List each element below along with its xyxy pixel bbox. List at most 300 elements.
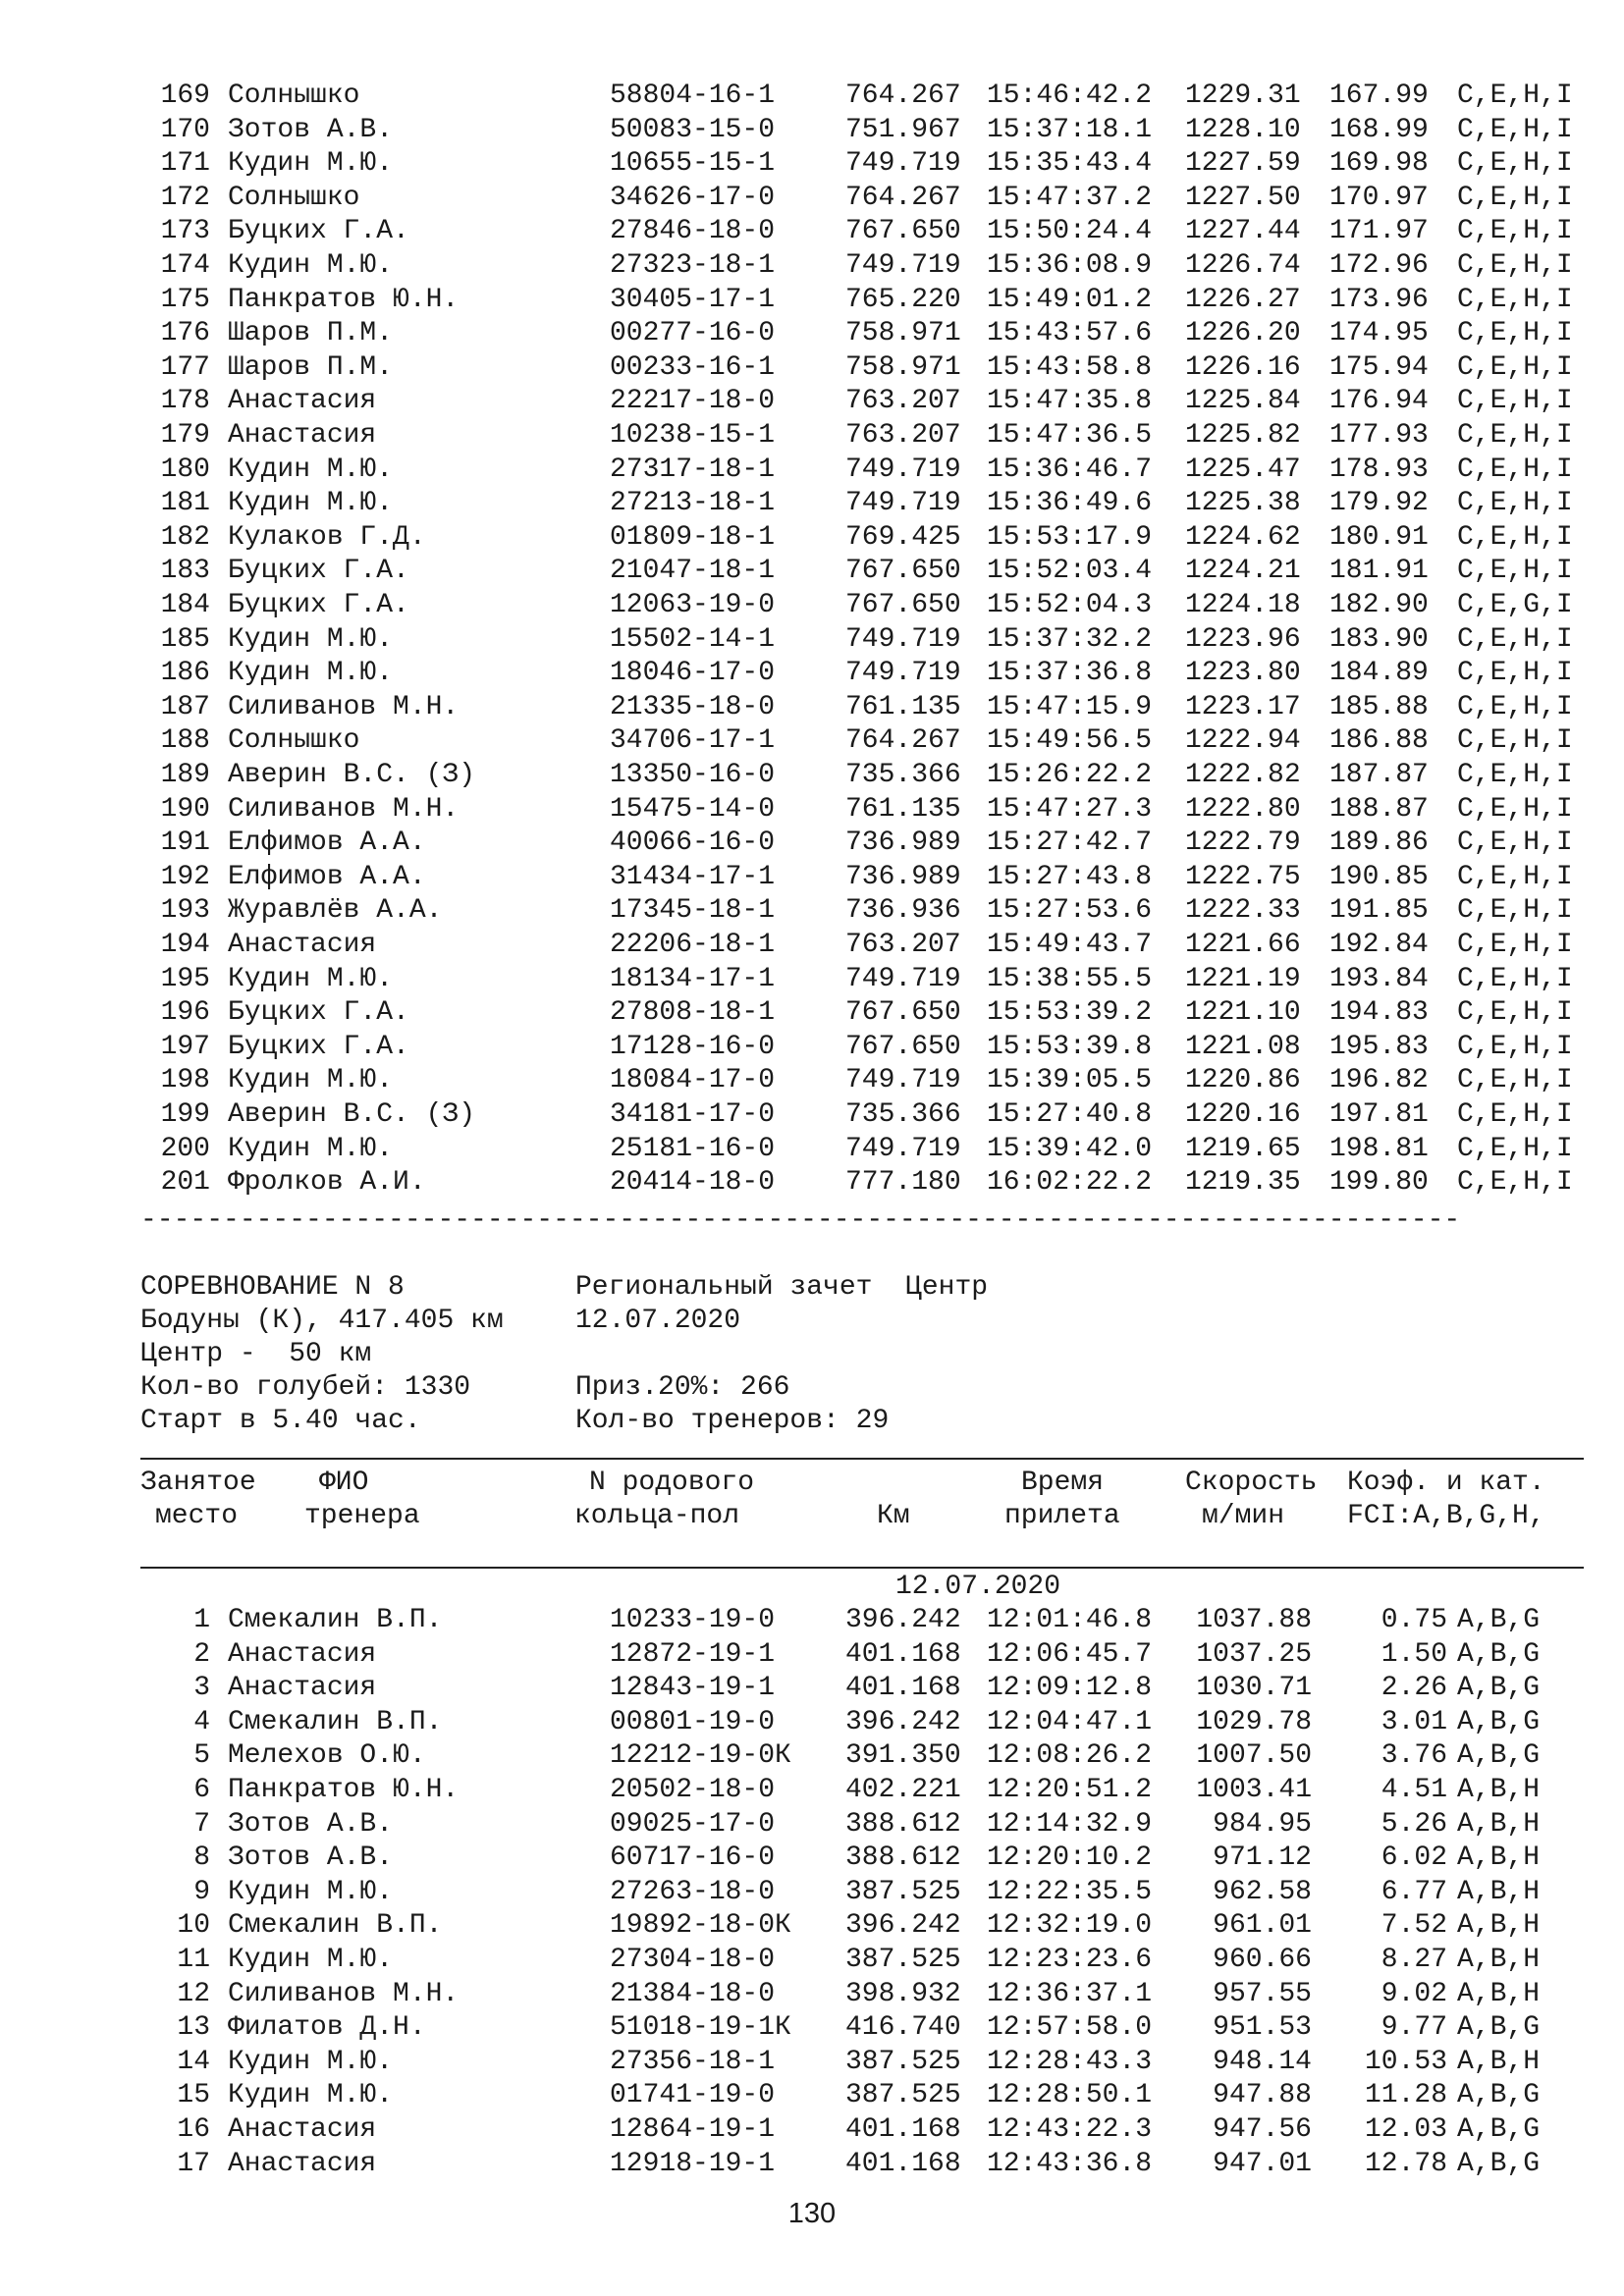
cell-place: 191 xyxy=(160,828,210,859)
cell-speed: 1223.17 xyxy=(1185,691,1301,722)
cell-place: 182 xyxy=(160,521,210,553)
cell-time: 15:39:42.0 xyxy=(987,1133,1153,1164)
cell-name: Зотов А.В. xyxy=(228,1842,394,1874)
cell-cat: C,E,H,I xyxy=(1457,1133,1573,1164)
cell-coef: 172.96 xyxy=(1329,250,1429,281)
cell-place: 192 xyxy=(160,861,210,892)
header-km: Км xyxy=(877,1501,910,1531)
cell-coef: 182.90 xyxy=(1329,590,1429,620)
cell-coef: 184.89 xyxy=(1329,658,1429,689)
cell-ring: 34181-17-0 xyxy=(610,1099,776,1130)
cell-place: 185 xyxy=(160,623,210,655)
cell-coef: 186.88 xyxy=(1329,725,1429,757)
cell-ring: 10238-15-1 xyxy=(610,420,776,451)
cell-ring: 12918-19-1 xyxy=(610,2148,776,2179)
cell-name: Аверин В.С. (З) xyxy=(228,1099,476,1130)
cell-coef: 9.77 xyxy=(1380,2012,1447,2044)
cell-speed: 1225.82 xyxy=(1185,420,1301,451)
cell-km: 763.207 xyxy=(845,930,961,960)
cell-coef: 185.88 xyxy=(1329,691,1429,722)
cell-time: 15:27:42.7 xyxy=(987,828,1153,859)
cell-place: 175 xyxy=(160,284,210,315)
cell-speed: 1225.47 xyxy=(1185,454,1301,485)
cell-km: 736.989 xyxy=(845,861,961,892)
cell-speed: 960.66 xyxy=(1213,1945,1312,1975)
cell-place: 12 xyxy=(177,1978,210,2009)
cell-km: 758.971 xyxy=(845,351,961,383)
cell-ring: 58804-16-1 xyxy=(610,80,776,111)
cell-place: 172 xyxy=(160,182,210,213)
cell-coef: 3.76 xyxy=(1380,1740,1447,1772)
cell-cat: C,E,H,I xyxy=(1457,725,1573,757)
cell-coef: 168.99 xyxy=(1329,114,1429,145)
release-location: Бодуны (К), 417.405 км xyxy=(140,1306,504,1336)
cell-km: 401.168 xyxy=(845,1638,961,1670)
cell-speed: 1228.10 xyxy=(1185,114,1301,145)
cell-speed: 948.14 xyxy=(1213,2046,1312,2077)
cell-name: Елфимов А.А. xyxy=(228,828,426,859)
cell-coef: 191.85 xyxy=(1329,895,1429,927)
cell-cat: A,B,G xyxy=(1457,1638,1541,1670)
cell-speed: 1220.86 xyxy=(1185,1065,1301,1096)
cell-coef: 12.78 xyxy=(1364,2148,1447,2179)
cell-time: 15:49:01.2 xyxy=(987,284,1153,315)
cell-km: 735.366 xyxy=(845,1099,961,1130)
cell-coef: 176.94 xyxy=(1329,386,1429,417)
cell-coef: 189.86 xyxy=(1329,828,1429,859)
cell-name: Елфимов А.А. xyxy=(228,861,426,892)
cell-cat: A,B,H xyxy=(1457,1775,1541,1805)
cell-coef: 10.53 xyxy=(1364,2046,1447,2077)
cell-ring: 22206-18-1 xyxy=(610,930,776,960)
cell-km: 749.719 xyxy=(845,488,961,519)
header-speed-2: м/мин xyxy=(1202,1501,1285,1531)
cell-cat: A,B,H xyxy=(1457,1910,1541,1942)
cell-speed: 1222.82 xyxy=(1185,760,1301,790)
cell-ring: 17128-16-0 xyxy=(610,1031,776,1062)
cell-coef: 198.81 xyxy=(1329,1133,1429,1164)
cell-cat: C,E,H,I xyxy=(1457,351,1573,383)
cell-ring: 21335-18-0 xyxy=(610,691,776,722)
cell-cat: A,B,H xyxy=(1457,1978,1541,2009)
cell-cat: C,E,H,I xyxy=(1457,521,1573,553)
cell-time: 12:09:12.8 xyxy=(987,1673,1153,1704)
cell-coef: 167.99 xyxy=(1329,80,1429,111)
cell-km: 769.425 xyxy=(845,521,961,553)
cell-place: 188 xyxy=(160,725,210,757)
cell-cat: C,E,H,I xyxy=(1457,386,1573,417)
cell-time: 15:53:39.8 xyxy=(987,1031,1153,1062)
cell-cat: C,E,H,I xyxy=(1457,930,1573,960)
cell-place: 178 xyxy=(160,386,210,417)
cell-coef: 183.90 xyxy=(1329,623,1429,655)
cell-time: 15:35:43.4 xyxy=(987,148,1153,180)
cell-ring: 12872-19-1 xyxy=(610,1638,776,1670)
cell-name: Солнышко xyxy=(228,182,360,213)
table-header-top-rule xyxy=(140,1458,1584,1460)
cell-name: Шаров П.М. xyxy=(228,351,394,383)
cell-cat: A,B,G xyxy=(1457,1605,1541,1635)
cell-time: 12:14:32.9 xyxy=(987,1808,1153,1840)
cell-km: 388.612 xyxy=(845,1842,961,1874)
cell-speed: 962.58 xyxy=(1213,1876,1312,1907)
cell-ring: 27323-18-1 xyxy=(610,250,776,281)
cell-ring: 12063-19-0 xyxy=(610,590,776,620)
cell-time: 12:43:22.3 xyxy=(987,2114,1153,2145)
cell-coef: 169.98 xyxy=(1329,148,1429,180)
cell-coef: 6.77 xyxy=(1380,1876,1447,1907)
cell-coef: 199.80 xyxy=(1329,1167,1429,1199)
cell-coef: 181.91 xyxy=(1329,556,1429,587)
cell-km: 398.932 xyxy=(845,1978,961,2009)
cell-time: 15:36:46.7 xyxy=(987,454,1153,485)
cell-name: Смекалин В.П. xyxy=(228,1706,443,1737)
cell-time: 12:20:10.2 xyxy=(987,1842,1153,1874)
cell-coef: 177.93 xyxy=(1329,420,1429,451)
cell-cat: C,E,H,I xyxy=(1457,793,1573,825)
cell-place: 6 xyxy=(193,1775,210,1805)
cell-cat: C,E,H,I xyxy=(1457,861,1573,892)
cell-place: 173 xyxy=(160,216,210,247)
cell-time: 15:37:36.8 xyxy=(987,658,1153,689)
cell-ring: 27317-18-1 xyxy=(610,454,776,485)
cell-coef: 173.96 xyxy=(1329,284,1429,315)
cell-name: Буцких Г.А. xyxy=(228,216,409,247)
cell-ring: 10233-19-0 xyxy=(610,1605,776,1635)
cell-coef: 179.92 xyxy=(1329,488,1429,519)
section-separator: -------------------------------------------------------------------------------- xyxy=(140,1205,1461,1236)
cell-speed: 1227.59 xyxy=(1185,148,1301,180)
cell-cat: A,B,G xyxy=(1457,1673,1541,1704)
cell-km: 765.220 xyxy=(845,284,961,315)
cell-cat: C,E,H,I xyxy=(1457,691,1573,722)
cell-cat: A,B,G xyxy=(1457,2080,1541,2111)
cell-place: 183 xyxy=(160,556,210,587)
cell-speed: 1221.08 xyxy=(1185,1031,1301,1062)
cell-cat: A,B,G xyxy=(1457,2148,1541,2179)
cell-cat: C,E,H,I xyxy=(1457,420,1573,451)
cell-coef: 178.93 xyxy=(1329,454,1429,485)
cell-place: 10 xyxy=(177,1910,210,1942)
cell-coef: 175.94 xyxy=(1329,351,1429,383)
cell-speed: 1226.16 xyxy=(1185,351,1301,383)
header-coef-2: FCI:A,B,G,H, xyxy=(1347,1501,1545,1531)
cell-cat: C,E,H,I xyxy=(1457,1031,1573,1062)
cell-speed: 951.53 xyxy=(1213,2012,1312,2044)
cell-km: 388.612 xyxy=(845,1808,961,1840)
cell-km: 387.525 xyxy=(845,2046,961,2077)
cell-place: 174 xyxy=(160,250,210,281)
cell-cat: A,B,G xyxy=(1457,1706,1541,1737)
cell-time: 15:43:58.8 xyxy=(987,351,1153,383)
cell-cat: C,E,H,I xyxy=(1457,828,1573,859)
cell-coef: 0.75 xyxy=(1380,1605,1447,1635)
cell-time: 15:26:22.2 xyxy=(987,760,1153,790)
cell-speed: 1221.66 xyxy=(1185,930,1301,960)
cell-coef: 7.52 xyxy=(1380,1910,1447,1942)
cell-name: Анастасия xyxy=(228,1638,377,1670)
header-coef-1: Коэф. и кат. xyxy=(1347,1468,1545,1498)
header-speed-1: Скорость xyxy=(1185,1468,1318,1498)
cell-coef: 6.02 xyxy=(1380,1842,1447,1874)
cell-time: 15:49:56.5 xyxy=(987,725,1153,757)
cell-time: 15:27:43.8 xyxy=(987,861,1153,892)
cell-speed: 1029.78 xyxy=(1196,1706,1312,1737)
cell-ring: 13350-16-0 xyxy=(610,760,776,790)
bird-count: Кол-во голубей: 1330 xyxy=(140,1372,471,1403)
cell-place: 15 xyxy=(177,2080,210,2111)
cell-place: 17 xyxy=(177,2148,210,2179)
cell-time: 12:08:26.2 xyxy=(987,1740,1153,1772)
cell-name: Панкратов Ю.Н. xyxy=(228,284,460,315)
cell-time: 15:37:18.1 xyxy=(987,114,1153,145)
cell-cat: C,E,H,I xyxy=(1457,997,1573,1029)
cell-place: 195 xyxy=(160,963,210,994)
cell-ring: 18134-17-1 xyxy=(610,963,776,994)
cell-km: 749.719 xyxy=(845,623,961,655)
cell-km: 749.719 xyxy=(845,658,961,689)
competition-title: СОРЕВНОВАНИЕ N 8 xyxy=(140,1272,405,1303)
cell-speed: 1219.35 xyxy=(1185,1167,1301,1199)
cell-cat: A,B,H xyxy=(1457,1945,1541,1975)
cell-time: 12:32:19.0 xyxy=(987,1910,1153,1942)
cell-km: 761.135 xyxy=(845,691,961,722)
header-ring-1: N родового xyxy=(589,1468,755,1498)
cell-speed: 957.55 xyxy=(1213,1978,1312,2009)
cell-place: 194 xyxy=(160,930,210,960)
cell-ring: 31434-17-1 xyxy=(610,861,776,892)
cell-speed: 947.56 xyxy=(1213,2114,1312,2145)
cell-place: 4 xyxy=(193,1706,210,1737)
cell-time: 12:57:58.0 xyxy=(987,2012,1153,2044)
cell-speed: 1037.88 xyxy=(1196,1605,1312,1635)
cell-name: Кудин М.Ю. xyxy=(228,1133,394,1164)
cell-km: 749.719 xyxy=(845,963,961,994)
cell-km: 767.650 xyxy=(845,997,961,1029)
cell-time: 12:36:37.1 xyxy=(987,1978,1153,2009)
cell-coef: 196.82 xyxy=(1329,1065,1429,1096)
cell-ring: 27213-18-1 xyxy=(610,488,776,519)
cell-place: 8 xyxy=(193,1842,210,1874)
cell-ring: 20414-18-0 xyxy=(610,1167,776,1199)
cell-cat: C,E,H,I xyxy=(1457,488,1573,519)
cell-name: Зотов А.В. xyxy=(228,114,394,145)
cell-place: 2 xyxy=(193,1638,210,1670)
header-time-1: Время xyxy=(1021,1468,1105,1498)
cell-place: 184 xyxy=(160,590,210,620)
header-time-2: прилета xyxy=(1004,1501,1120,1531)
cell-coef: 187.87 xyxy=(1329,760,1429,790)
cell-name: Кудин М.Ю. xyxy=(228,250,394,281)
cell-cat: A,B,H xyxy=(1457,1842,1541,1874)
cell-speed: 1222.33 xyxy=(1185,895,1301,927)
cell-speed: 1222.94 xyxy=(1185,725,1301,757)
trainer-count: Кол-во тренеров: 29 xyxy=(575,1406,890,1436)
cell-place: 14 xyxy=(177,2046,210,2077)
cell-name: Кудин М.Ю. xyxy=(228,963,394,994)
cell-speed: 1225.84 xyxy=(1185,386,1301,417)
cell-place: 171 xyxy=(160,148,210,180)
cell-ring: 40066-16-0 xyxy=(610,828,776,859)
cell-coef: 171.97 xyxy=(1329,216,1429,247)
cell-time: 15:53:39.2 xyxy=(987,997,1153,1029)
cell-name: Аверин В.С. (З) xyxy=(228,760,476,790)
cell-ring: 18084-17-0 xyxy=(610,1065,776,1096)
cell-coef: 174.95 xyxy=(1329,318,1429,349)
cell-cat: A,B,H xyxy=(1457,1808,1541,1840)
cell-place: 180 xyxy=(160,454,210,485)
cell-place: 193 xyxy=(160,895,210,927)
cell-km: 749.719 xyxy=(845,1133,961,1164)
cell-ring: 12864-19-1 xyxy=(610,2114,776,2145)
cell-time: 15:52:04.3 xyxy=(987,590,1153,620)
cell-coef: 5.26 xyxy=(1380,1808,1447,1840)
cell-place: 177 xyxy=(160,351,210,383)
cell-speed: 1224.62 xyxy=(1185,521,1301,553)
cell-time: 15:47:35.8 xyxy=(987,386,1153,417)
cell-cat: C,E,G,I xyxy=(1457,590,1573,620)
cell-time: 15:38:55.5 xyxy=(987,963,1153,994)
header-name-1: ФИО xyxy=(319,1468,369,1498)
header-name-2: тренера xyxy=(304,1501,420,1531)
cell-speed: 1224.18 xyxy=(1185,590,1301,620)
competition-date: 12.07.2020 xyxy=(575,1306,741,1336)
cell-speed: 1224.21 xyxy=(1185,556,1301,587)
cell-ring: 12212-19-0К xyxy=(610,1740,791,1772)
competition-type: Региональный зачет Центр xyxy=(575,1272,989,1303)
cell-time: 12:43:36.8 xyxy=(987,2148,1153,2179)
cell-name: Буцких Г.А. xyxy=(228,1031,409,1062)
cell-time: 15:53:17.9 xyxy=(987,521,1153,553)
cell-place: 1 xyxy=(193,1605,210,1635)
cell-speed: 1219.65 xyxy=(1185,1133,1301,1164)
cell-time: 15:50:24.4 xyxy=(987,216,1153,247)
cell-km: 761.135 xyxy=(845,793,961,825)
cell-cat: C,E,H,I xyxy=(1457,318,1573,349)
cell-km: 401.168 xyxy=(845,2148,961,2179)
cell-speed: 1007.50 xyxy=(1196,1740,1312,1772)
cell-km: 396.242 xyxy=(845,1910,961,1942)
cell-speed: 1222.75 xyxy=(1185,861,1301,892)
cell-name: Кудин М.Ю. xyxy=(228,148,394,180)
cell-km: 767.650 xyxy=(845,556,961,587)
cell-name: Панкратов Ю.Н. xyxy=(228,1775,460,1805)
cell-km: 387.525 xyxy=(845,2080,961,2111)
cell-name: Кудин М.Ю. xyxy=(228,1945,394,1975)
cell-km: 777.180 xyxy=(845,1167,961,1199)
cell-speed: 1223.80 xyxy=(1185,658,1301,689)
table-header-bottom-rule xyxy=(140,1567,1584,1569)
cell-time: 12:28:50.1 xyxy=(987,2080,1153,2111)
cell-ring: 25181-16-0 xyxy=(610,1133,776,1164)
cell-coef: 188.87 xyxy=(1329,793,1429,825)
cell-ring: 21384-18-0 xyxy=(610,1978,776,2009)
cell-km: 763.207 xyxy=(845,386,961,417)
cell-km: 767.650 xyxy=(845,590,961,620)
cell-km: 735.366 xyxy=(845,760,961,790)
cell-time: 12:01:46.8 xyxy=(987,1605,1153,1635)
cell-coef: 3.01 xyxy=(1380,1706,1447,1737)
cell-name: Смекалин В.П. xyxy=(228,1605,443,1635)
cell-place: 198 xyxy=(160,1065,210,1096)
cell-speed: 984.95 xyxy=(1213,1808,1312,1840)
cell-time: 12:28:43.3 xyxy=(987,2046,1153,2077)
cell-ring: 27846-18-0 xyxy=(610,216,776,247)
cell-name: Журавлёв А.А. xyxy=(228,895,443,927)
cell-speed: 1221.19 xyxy=(1185,963,1301,994)
cell-speed: 1227.44 xyxy=(1185,216,1301,247)
cell-km: 749.719 xyxy=(845,454,961,485)
cell-coef: 2.26 xyxy=(1380,1673,1447,1704)
cell-name: Кулаков Г.Д. xyxy=(228,521,426,553)
cell-km: 736.936 xyxy=(845,895,961,927)
cell-ring: 34706-17-1 xyxy=(610,725,776,757)
cell-cat: A,B,G xyxy=(1457,2114,1541,2145)
cell-km: 749.719 xyxy=(845,250,961,281)
cell-time: 15:27:40.8 xyxy=(987,1099,1153,1130)
cell-cat: A,B,H xyxy=(1457,2046,1541,2077)
cell-cat: C,E,H,I xyxy=(1457,658,1573,689)
cell-name: Мелехов О.Ю. xyxy=(228,1740,426,1772)
cell-cat: A,B,H xyxy=(1457,1876,1541,1907)
cell-cat: C,E,H,I xyxy=(1457,1099,1573,1130)
cell-ring: 34626-17-0 xyxy=(610,182,776,213)
cell-ring: 01809-18-1 xyxy=(610,521,776,553)
cell-coef: 4.51 xyxy=(1380,1775,1447,1805)
cell-name: Силиванов М.Н. xyxy=(228,691,460,722)
cell-place: 13 xyxy=(177,2012,210,2044)
cell-km: 764.267 xyxy=(845,182,961,213)
cell-km: 401.168 xyxy=(845,2114,961,2145)
cell-speed: 1226.27 xyxy=(1185,284,1301,315)
race-date-row: 12.07.2020 xyxy=(895,1572,1061,1602)
cell-place: 199 xyxy=(160,1099,210,1130)
cell-ring: 20502-18-0 xyxy=(610,1775,776,1805)
cell-ring: 00801-19-0 xyxy=(610,1706,776,1737)
cell-cat: A,B,G xyxy=(1457,2012,1541,2044)
cell-coef: 1.50 xyxy=(1380,1638,1447,1670)
cell-place: 176 xyxy=(160,318,210,349)
cell-km: 401.168 xyxy=(845,1673,961,1704)
cell-time: 15:49:43.7 xyxy=(987,930,1153,960)
cell-ring: 22217-18-0 xyxy=(610,386,776,417)
cell-place: 181 xyxy=(160,488,210,519)
cell-km: 396.242 xyxy=(845,1605,961,1635)
cell-cat: A,B,G xyxy=(1457,1740,1541,1772)
cell-cat: C,E,H,I xyxy=(1457,80,1573,111)
cell-coef: 197.81 xyxy=(1329,1099,1429,1130)
cell-name: Силиванов М.Н. xyxy=(228,1978,460,2009)
cell-ring: 17345-18-1 xyxy=(610,895,776,927)
cell-km: 749.719 xyxy=(845,148,961,180)
cell-time: 15:47:36.5 xyxy=(987,420,1153,451)
cell-place: 5 xyxy=(193,1740,210,1772)
cell-place: 3 xyxy=(193,1673,210,1704)
cell-time: 15:43:57.6 xyxy=(987,318,1153,349)
cell-name: Филатов Д.Н. xyxy=(228,2012,426,2044)
cell-name: Кудин М.Ю. xyxy=(228,1876,394,1907)
cell-km: 763.207 xyxy=(845,420,961,451)
cell-speed: 1221.10 xyxy=(1185,997,1301,1029)
cell-place: 11 xyxy=(177,1945,210,1975)
cell-name: Анастасия xyxy=(228,386,377,417)
cell-place: 196 xyxy=(160,997,210,1029)
header-ring-2: кольца-пол xyxy=(574,1501,740,1531)
cell-ring: 51018-19-1К xyxy=(610,2012,791,2044)
cell-speed: 961.01 xyxy=(1213,1910,1312,1942)
cell-speed: 1222.80 xyxy=(1185,793,1301,825)
cell-km: 402.221 xyxy=(845,1775,961,1805)
